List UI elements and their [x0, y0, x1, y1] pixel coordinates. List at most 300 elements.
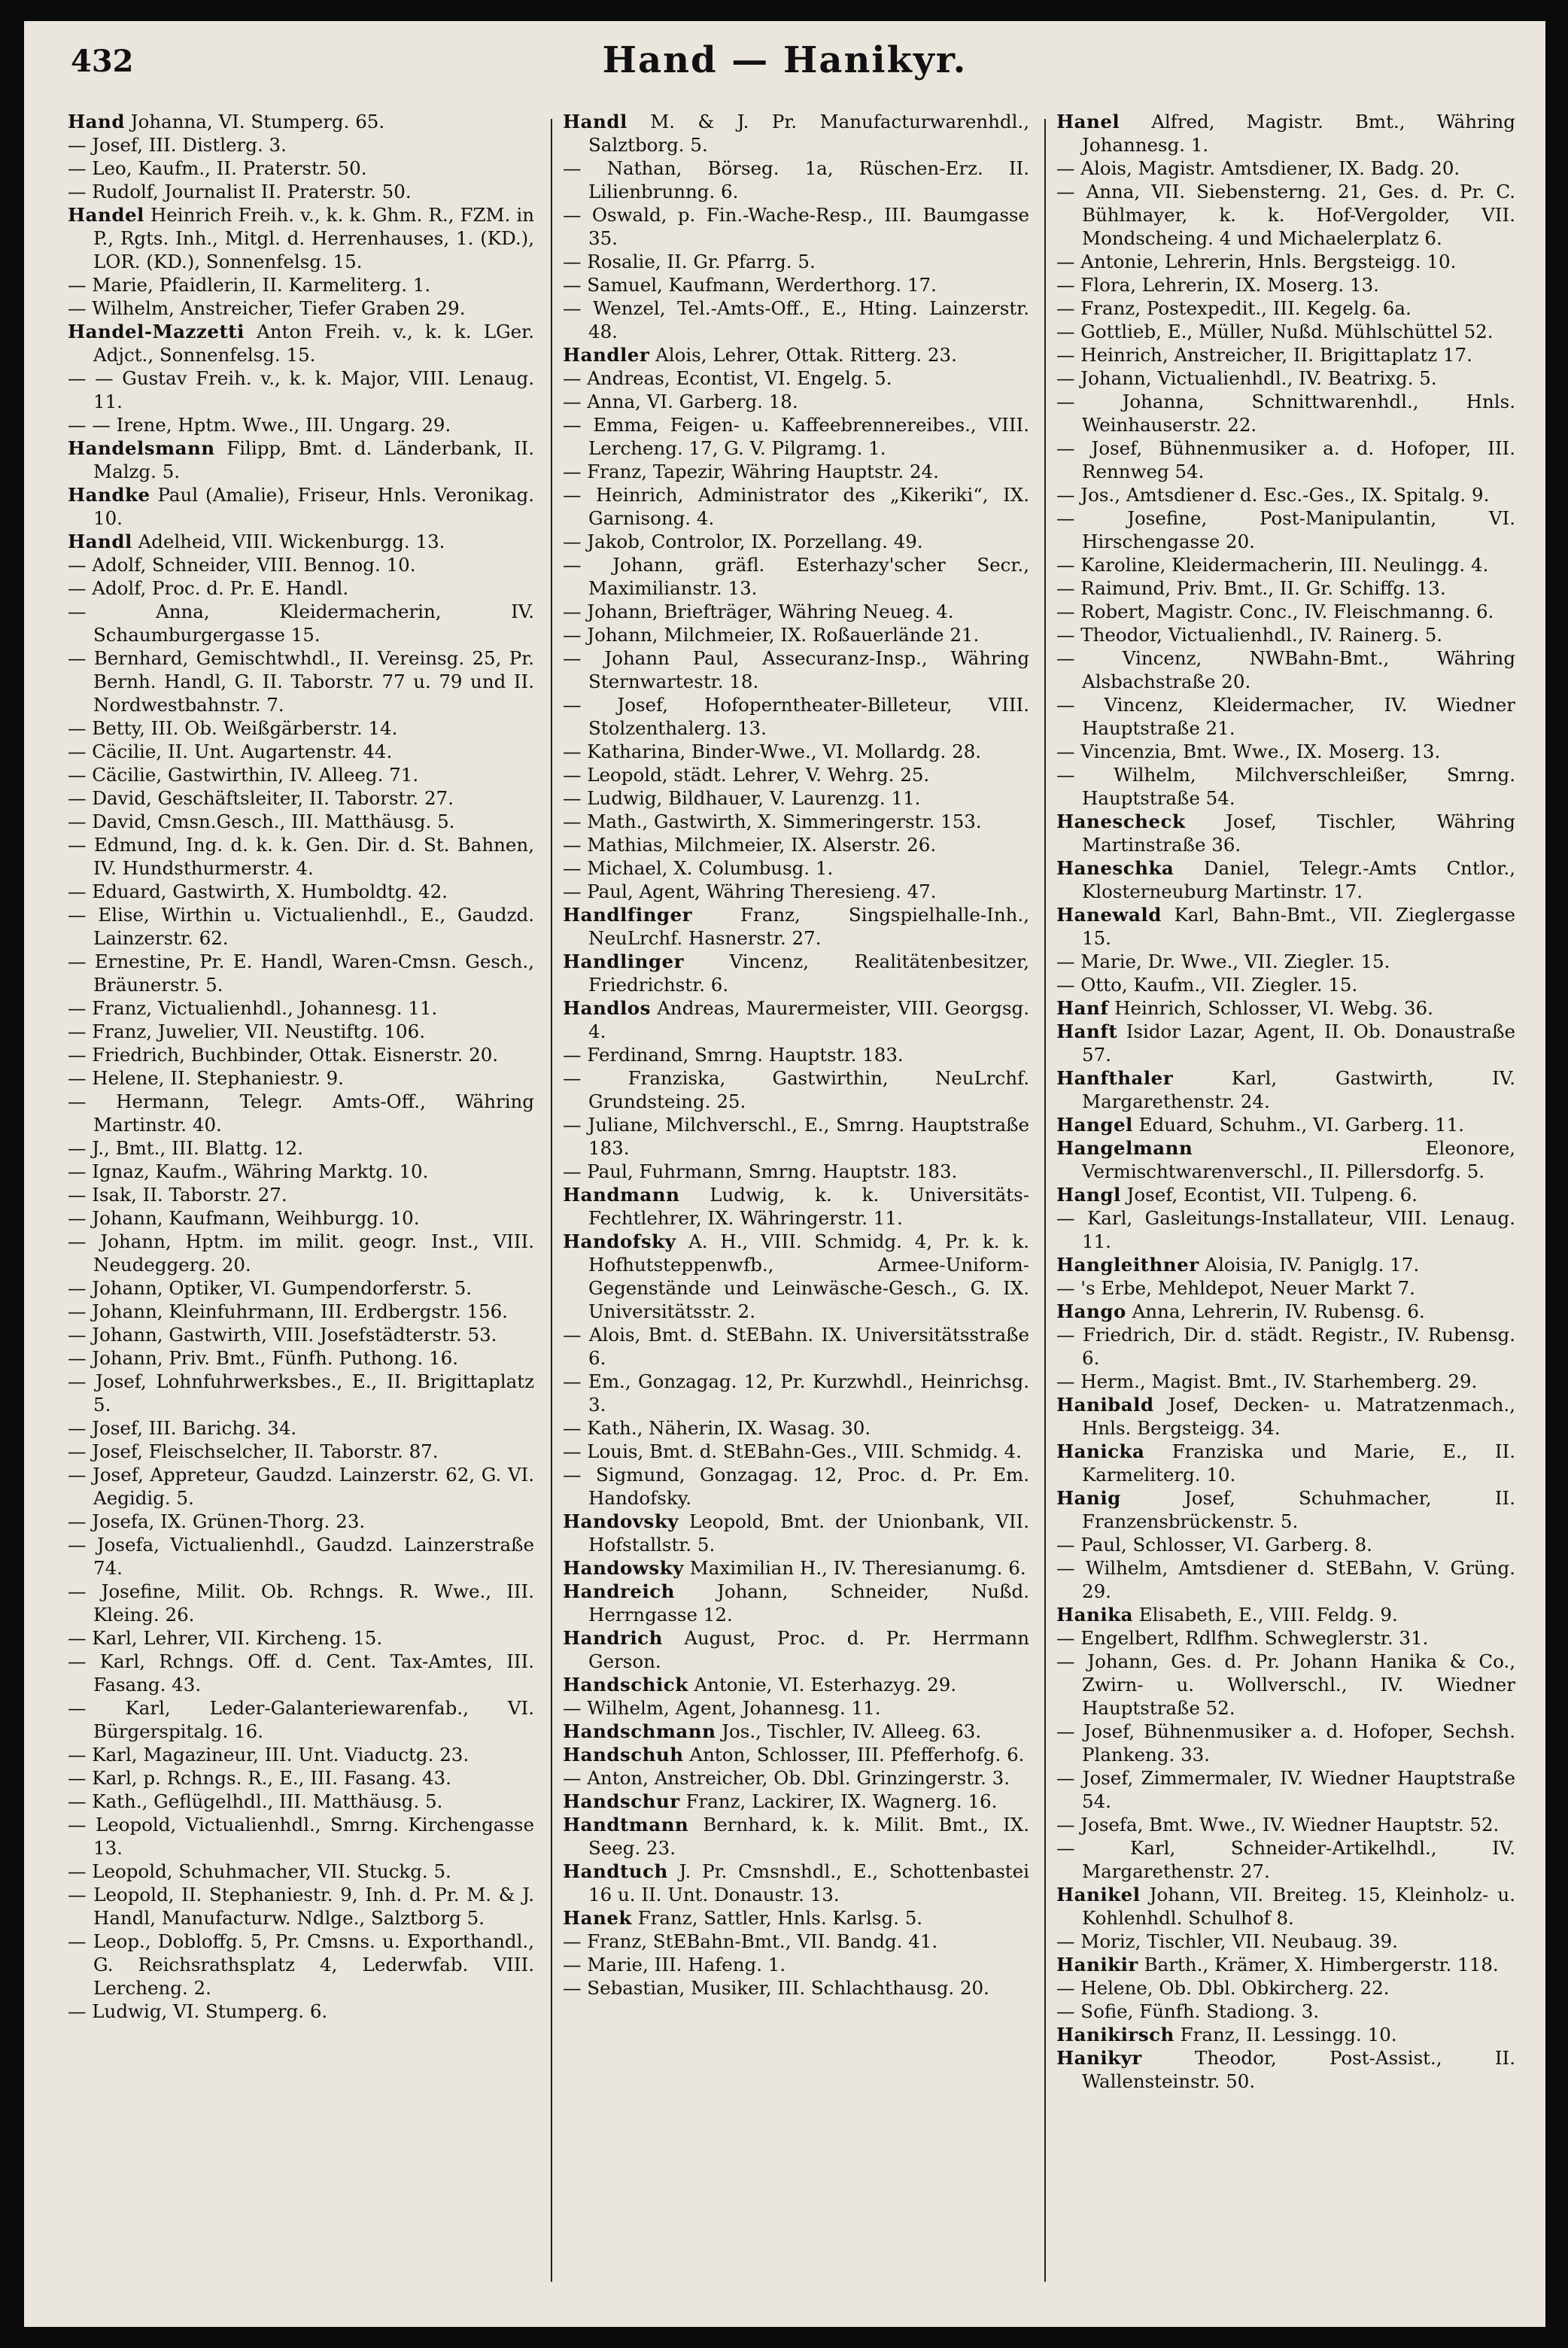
entry-text: Jos., Tischler, IV. Alleeg. 63. — [716, 1720, 982, 1742]
directory-entry — [563, 110, 1029, 157]
surname-heading: Hanig — [1056, 1487, 1121, 1509]
entry-text: — Leop., Dobloffg. 5, Pr. Cmsns. u. Exporthandl., G. Reichsrathsplatz 4, Lederwfab. VIII. Lercheng. 2. — [68, 1930, 534, 1999]
surname-heading: Handel — [68, 204, 144, 226]
directory-entry — [1056, 297, 1515, 320]
entry-text: — Alois, Bmt. d. StEBahn. IX. Universitätsstraße 6. — [563, 1324, 1029, 1369]
column-middle — [563, 110, 1029, 2297]
surname-heading: Handofsky — [563, 1230, 676, 1252]
directory-entry — [1056, 1370, 1515, 1393]
entry-text: — Johann, Kleinfuhrmann, III. Erdbergstr. 156. — [68, 1300, 508, 1322]
entry-text: — Josef, III. Distlerg. 3. — [68, 134, 287, 156]
entry-text: — Johann, Victualienhdl., IV. Beatrixg. 5. — [1056, 367, 1437, 389]
directory-entry — [563, 1043, 1029, 1066]
directory-entry — [563, 1976, 1029, 2000]
directory-entry — [68, 1766, 534, 1790]
entry-text: — Nathan, Börseg. 1a, Rüschen-Erz. II. Lilienbrunng. 6. — [563, 157, 1029, 202]
entry-text: — Em., Gonzagag. 12, Pr. Kurzwhdl., Heinrichsg. 3. — [563, 1370, 1029, 1416]
directory-entry — [563, 646, 1029, 693]
directory-entry — [68, 1183, 534, 1206]
surname-heading: Hangleithner — [1056, 1254, 1199, 1276]
entry-text: — Karl, p. Rchngs. R., E., III. Fasang. 43. — [68, 1767, 451, 1789]
entry-text: — Franz, Tapezir, Währing Hauptstr. 24. — [563, 461, 939, 482]
directory-entry — [68, 1626, 534, 1650]
entry-text: — Antonie, Lehrerin, Hnls. Bergsteigg. 10. — [1056, 251, 1457, 272]
directory-entry — [68, 1370, 534, 1416]
directory-entry — [68, 950, 534, 996]
directory-entry — [1056, 1813, 1515, 1836]
entry-text: — Robert, Magistr. Conc., IV. Fleischmanng. 6. — [1056, 601, 1494, 622]
entry-text: — Math., Gastwirth, X. Simmeringerstr. 153. — [563, 811, 982, 832]
directory-entry — [563, 810, 1029, 833]
entry-text: — Karl, Lehrer, VII. Kircheng. 15. — [68, 1627, 383, 1649]
surname-heading: Hangl — [1056, 1184, 1121, 1206]
directory-entry — [563, 1416, 1029, 1440]
directory-entry — [1056, 903, 1515, 950]
entry-text: Daniel, Telegr.-Amts Cntlor., Klosterneuburg Martinstr. 17. — [1082, 857, 1515, 902]
surname-heading: Haneschka — [1056, 857, 1174, 879]
directory-entry — [68, 1020, 534, 1043]
directory-entry — [68, 1463, 534, 1510]
entry-text: — Ernestine, Pr. E. Handl, Waren-Cmsn. Gesch., Bräunerstr. 5. — [68, 950, 534, 996]
entry-text: — Betty, III. Ob. Weißgärberstr. 14. — [68, 717, 398, 739]
entry-text: Paul (Amalie), Friseur, Hnls. Veronikag. 10. — [93, 484, 534, 529]
entry-text: — Josef, Appreteur, Gaudzd. Lainzerstr. 62, G. VI. Aegidig. 5. — [68, 1464, 534, 1509]
entry-text: — Rosalie, II. Gr. Pfarrg. 5. — [563, 251, 816, 272]
directory-entry — [68, 1533, 534, 1580]
entry-text: Filipp, Bmt. d. Länderbank, II. Malzg. 5. — [93, 437, 534, 482]
entry-text: Franz, Lackirer, IX. Wagnerg. 16. — [679, 1790, 998, 1812]
entry-text: — Karl, Magazineur, III. Unt. Viaductg. 23. — [68, 1744, 469, 1766]
directory-entry — [1056, 250, 1515, 273]
entry-text: — Ignaz, Kaufm., Währing Marktg. 10. — [68, 1160, 429, 1182]
directory-entry — [563, 203, 1029, 250]
entry-text: — Josefa, IX. Grünen-Thorg. 23. — [68, 1510, 366, 1532]
directory-entry — [68, 1090, 534, 1136]
surname-heading: Hanikyr — [1056, 2047, 1142, 2069]
entry-text: — Josefine, Milit. Ob. Rchngs. R. Wwe., III. Kleing. 26. — [68, 1580, 534, 1626]
entry-text: — Josef, Zimmermaler, IV. Wiedner Hauptstraße 54. — [1056, 1767, 1515, 1812]
entry-text: — Karoline, Kleidermacherin, III. Neulingg. 4. — [1056, 554, 1489, 576]
directory-entry — [68, 1066, 534, 1090]
directory-entry — [68, 1276, 534, 1300]
directory-entry — [1056, 1650, 1515, 1720]
directory-entry — [68, 1346, 534, 1370]
directory-entry — [68, 600, 534, 646]
entry-text: — Sigmund, Gonzagag. 12, Proc. d. Pr. Em. Handofsky. — [563, 1464, 1029, 1509]
entry-text: — Wilhelm, Anstreicher, Tiefer Graben 29. — [68, 297, 466, 319]
surname-heading: Handmann — [563, 1184, 680, 1206]
directory-entry — [1056, 950, 1515, 973]
directory-entry — [1056, 1206, 1515, 1253]
directory-entry — [563, 623, 1029, 646]
directory-entry — [68, 1043, 534, 1066]
entry-text: — Jos., Amtsdiener d. Esc.-Ges., IX. Spitalg. 9. — [1056, 484, 1490, 506]
entry-text: — Paul, Fuhrmann, Smrng. Hauptstr. 183. — [563, 1160, 958, 1182]
entry-text: — Kath., Geflügelhdl., III. Matthäusg. 5. — [68, 1790, 443, 1812]
directory-entry — [1056, 1276, 1515, 1300]
entry-text: — Louis, Bmt. d. StEBahn-Ges., VIII. Schmidg. 4. — [563, 1440, 1022, 1462]
entry-text: — Hermann, Telegr. Amts-Off., Währing Martinstr. 40. — [68, 1090, 534, 1136]
entry-text: Josef, Tischler, Währing Martinstraße 36. — [1082, 811, 1515, 856]
directory-entry — [563, 1580, 1029, 1626]
entry-text: — 's Erbe, Mehldepot, Neuer Markt 7. — [1056, 1277, 1415, 1299]
entry-text: — Leopold, Schuhmacher, VII. Stuckg. 5. — [68, 1860, 451, 1882]
directory-entry — [563, 1906, 1029, 1930]
directory-entry — [68, 740, 534, 763]
directory-entry — [1056, 1603, 1515, 1626]
entry-text: Josef, Decken- u. Matratzenmach., Hnls. Bergsteigg. 34. — [1082, 1394, 1515, 1439]
entry-text: — Katharina, Binder-Wwe., VI. Mollardg. 28. — [563, 741, 982, 762]
entry-text: Anna, Lehrerin, IV. Rubensg. 6. — [1126, 1300, 1425, 1322]
surname-heading: Hanf — [1056, 997, 1109, 1019]
entry-text: — Gottlieb, E., Müller, Nußd. Mühlschüttel 52. — [1056, 321, 1494, 342]
entry-text: Elisabeth, E., VIII. Feldg. 9. — [1133, 1604, 1398, 1626]
entry-text: — Leopold, städt. Lehrer, V. Wehrg. 25. — [563, 764, 930, 786]
entry-text: Johann, VII. Breiteg. 15, Kleinholz- u. Kohlenhdl. Schulhof 8. — [1082, 1884, 1515, 1929]
directory-entry — [1056, 1883, 1515, 1930]
entry-text: — Johann, Gastwirth, VIII. Josefstädterstr. 53. — [68, 1324, 497, 1346]
entry-text: — Heinrich, Administrator des „Kikeriki“, IX. Garnisong. 4. — [563, 484, 1029, 529]
directory-entry — [1056, 1626, 1515, 1650]
entry-text: — Samuel, Kaufmann, Werderthorg. 17. — [563, 274, 937, 296]
entry-text: — Karl, Gasleitungs-Installateur, VIII. Lenaug. 11. — [1056, 1207, 1515, 1252]
directory-entry — [68, 880, 534, 903]
entry-text: Franziska und Marie, E., II. Karmeliterg. 10. — [1082, 1440, 1515, 1486]
directory-entry — [1056, 763, 1515, 810]
entry-text: — Josef, Fleischselcher, II. Taborstr. 87. — [68, 1440, 439, 1462]
surname-heading: Hanft — [1056, 1020, 1118, 1042]
entry-text: — Vincenzia, Bmt. Wwe., IX. Moserg. 13. — [1056, 741, 1441, 762]
directory-entry — [68, 1510, 534, 1533]
entry-text: — Paul, Agent, Währing Theresieng. 47. — [563, 880, 937, 902]
entry-text: J. Pr. Cmsnshdl., E., Schottenbastei 16 u. II. Unt. Donaustr. 13. — [588, 1860, 1029, 1905]
entry-text: Josef, Schuhmacher, II. Franzensbrückenstr. 5. — [1082, 1487, 1515, 1532]
surname-heading: Hangelmann — [1056, 1137, 1193, 1159]
entry-text: — Johann, gräfl. Esterhazy'scher Secr., Maximilianstr. 13. — [563, 554, 1029, 599]
entry-text: Bernhard, k. k. Milit. Bmt., IX. Seeg. 23. — [588, 1814, 1029, 1859]
entry-text: Franz, Sattler, Hnls. Karlsg. 5. — [631, 1907, 923, 1929]
entry-text: Andreas, Maurermeister, VIII. Georgsg. 4. — [588, 997, 1029, 1042]
directory-entry — [1056, 856, 1515, 903]
directory-entry — [563, 833, 1029, 856]
surname-heading: Handschmann — [563, 1720, 716, 1742]
entry-text: A. H., VIII. Schmidg. 4, Pr. k. k. Hofhutsteppenwfb., Armee-Uniform-Gegenstände und Leinwäsche-Gesch., G. IX. Universitätsstr. 2. — [588, 1230, 1029, 1322]
entry-text: — Edmund, Ing. d. k. k. Gen. Dir. d. St. Bahnen, IV. Hundsthurmerstr. 4. — [68, 834, 534, 879]
entry-text: — Andreas, Econtist, VI. Engelg. 5. — [563, 367, 892, 389]
surname-heading: Hanikel — [1056, 1884, 1141, 1905]
entry-text: — Jakob, Controlor, IX. Porzellang. 49. — [563, 531, 923, 552]
directory-entry — [1056, 1930, 1515, 1953]
directory-entry — [563, 1160, 1029, 1183]
directory-entry — [1056, 1136, 1515, 1183]
directory-entry — [1056, 366, 1515, 390]
entry-text: — Vincenz, NWBahn-Bmt., Währing Alsbachstraße 20. — [1056, 647, 1515, 692]
directory-entry — [1056, 436, 1515, 483]
directory-entry — [563, 856, 1029, 880]
directory-entry — [68, 273, 534, 297]
entry-text: — Kath., Näherin, IX. Wasag. 30. — [563, 1417, 871, 1439]
directory-entry — [563, 693, 1029, 740]
directory-entry — [563, 1323, 1029, 1370]
entry-text: — Rudolf, Journalist II. Praterstr. 50. — [68, 181, 412, 202]
directory-entry — [68, 413, 534, 436]
directory-entry — [1056, 1976, 1515, 2000]
directory-entry — [563, 530, 1029, 553]
surname-heading: Hangel — [1056, 1114, 1133, 1136]
entry-text: — Karl, Leder-Galanteriewarenfab., VI. Bürgerspitalg. 16. — [68, 1697, 534, 1742]
directory-entry — [563, 157, 1029, 203]
surname-heading: Handlfinger — [563, 904, 693, 926]
directory-entry — [563, 1510, 1029, 1556]
directory-entry — [1056, 2023, 1515, 2046]
entry-text: — Franz, Juwelier, VII. Neustiftg. 106. — [68, 1020, 426, 1042]
directory-entry — [1056, 1020, 1515, 1066]
entry-text: Alois, Lehrer, Ottak. Ritterg. 23. — [649, 344, 957, 366]
entry-text: — Josefa, Bmt. Wwe., IV. Wiedner Hauptstr. 52. — [1056, 1814, 1500, 1836]
entry-text: — Anton, Anstreicher, Ob. Dbl. Grinzingerstr. 3. — [563, 1767, 1010, 1789]
entry-text: — Emma, Feigen- u. Kaffeebrennereibes., VIII. Lercheng. 17, G. V. Pilgramg. 1. — [563, 414, 1029, 459]
entry-text: — Anna, Kleidermacherin, IV. Schaumburgergasse 15. — [68, 601, 534, 646]
directory-entry — [563, 297, 1029, 343]
surname-heading: Handl — [68, 531, 132, 552]
directory-entry — [563, 996, 1029, 1043]
entry-text: — Ferdinand, Smrng. Hauptstr. 183. — [563, 1044, 904, 1066]
directory-entry — [563, 1556, 1029, 1580]
entry-text: — Herm., Magist. Bmt., IV. Starhemberg. 29. — [1056, 1370, 1478, 1392]
directory-entry — [1056, 1533, 1515, 1556]
directory-entry — [1056, 1393, 1515, 1440]
directory-entry — [68, 110, 534, 133]
entry-text: — Leo, Kaufm., II. Praterstr. 50. — [68, 157, 367, 179]
entry-text: — Bernhard, Gemischtwhdl., II. Vereinsg. 25, Pr. Bernh. Handl, G. II. Taborstr. 77 u. 79 und II. Nordwestbahnstr. 7. — [68, 647, 534, 716]
directory-entry — [68, 1300, 534, 1323]
surname-heading: Hanescheck — [1056, 811, 1186, 832]
surname-heading: Handler — [563, 344, 650, 366]
surname-heading: Handschick — [563, 1674, 688, 1696]
entry-text: M. & J. Pr. Manufacturwarenhdl., Salztborg. 5. — [588, 111, 1029, 156]
directory-entry — [563, 273, 1029, 297]
directory-entry — [68, 763, 534, 786]
entry-text: — Helene, II. Stephaniestr. 9. — [68, 1067, 344, 1089]
directory-entry — [1056, 1253, 1515, 1276]
entry-text: — David, Geschäftsleiter, II. Taborstr. 27. — [68, 787, 454, 809]
surname-heading: Handschuh — [563, 1744, 684, 1766]
directory-entry — [1056, 157, 1515, 180]
directory-entry — [68, 1696, 534, 1743]
directory-entry — [1056, 623, 1515, 646]
entry-text: — Elise, Wirthin u. Victualienhdl., E., Gaudzd. Lainzerstr. 62. — [68, 904, 534, 949]
directory-entry — [563, 1743, 1029, 1766]
directory-entry — [1056, 1836, 1515, 1883]
directory-entry — [563, 1626, 1029, 1673]
entry-text: — Johann, Priv. Bmt., Fünfh. Puthong. 16. — [68, 1347, 458, 1369]
directory-entry — [1056, 1323, 1515, 1370]
surname-heading: Handovsky — [563, 1510, 679, 1532]
entry-text: — Josef, Lohnfuhrwerksbes., E., II. Brigittaplatz 5. — [68, 1370, 534, 1416]
entry-text: — Sofie, Fünfh. Stadiong. 3. — [1056, 2000, 1320, 2022]
entry-text: Heinrich, Schlosser, VI. Webg. 36. — [1108, 997, 1433, 1019]
directory-entry — [68, 810, 534, 833]
directory-entry — [563, 1766, 1029, 1790]
directory-entry — [68, 133, 534, 157]
entry-text: — David, Cmsn.Gesch., III. Matthäusg. 5. — [68, 811, 455, 832]
entry-text: Franz, II. Lessingg. 10. — [1174, 2024, 1397, 2045]
entry-text: — Otto, Kaufm., VII. Ziegler. 15. — [1056, 974, 1358, 996]
entry-text: Franz, Singspielhalle-Inh., NeuLrchf. Hasnerstr. 27. — [588, 904, 1029, 949]
entry-text: — Johann, Hptm. im milit. geogr. Inst., VIII. Neudeggerg. 20. — [68, 1230, 534, 1276]
directory-entry — [563, 1696, 1029, 1720]
entry-text: — Anna, VI. Garberg. 18. — [563, 391, 798, 412]
directory-entry — [68, 2000, 534, 2023]
entry-text: — Ludwig, VI. Stumperg. 6. — [68, 2000, 328, 2022]
entry-text: Eleonore, Vermischtwarenverschl., II. Pillersdorfg. 5. — [1082, 1137, 1515, 1182]
page-number: 432 — [71, 44, 134, 79]
entry-text: — Moriz, Tischler, VII. Neubaug. 39. — [1056, 1930, 1398, 1952]
entry-text: — Josefa, Victualienhdl., Gaudzd. Lainzerstraße 74. — [68, 1534, 534, 1579]
entry-text: — Helene, Ob. Dbl. Obkircherg. 22. — [1056, 1977, 1390, 1999]
directory-entry — [68, 716, 534, 740]
entry-text: — Johann Paul, Assecuranz-Insp., Währing Sternwartestr. 18. — [563, 647, 1029, 692]
directory-entry — [68, 530, 534, 553]
directory-entry — [563, 390, 1029, 413]
directory-entry — [1056, 1440, 1515, 1486]
directory-entry — [1056, 693, 1515, 740]
directory-entry — [563, 950, 1029, 996]
directory-entry — [563, 880, 1029, 903]
surname-heading: Handreich — [563, 1580, 675, 1602]
directory-entry — [1056, 996, 1515, 1020]
directory-entry — [1056, 1766, 1515, 1813]
directory-entry — [68, 1650, 534, 1696]
surname-heading: Handtmann — [563, 1814, 689, 1836]
surname-heading: Handl — [563, 111, 628, 132]
surname-heading: Hanicka — [1056, 1440, 1145, 1462]
entry-text: Eduard, Schuhm., VI. Garberg. 11. — [1132, 1114, 1464, 1136]
directory-entry — [68, 786, 534, 810]
entry-text: — Adolf, Proc. d. Pr. E. Handl. — [68, 577, 349, 599]
entry-text: — Flora, Lehrerin, IX. Moserg. 13. — [1056, 274, 1379, 296]
directory-entry — [68, 996, 534, 1020]
entry-text: — Heinrich, Anstreicher, II. Brigittaplatz 17. — [1056, 344, 1472, 366]
directory-entry — [68, 157, 534, 180]
directory-entry — [1056, 646, 1515, 693]
surname-heading: Handrich — [563, 1627, 663, 1649]
directory-entry — [68, 1206, 534, 1230]
entry-text: — Anna, VII. Siebensterng. 21, Ges. d. Pr. C. Bühlmayer, k. k. Hof-Vergolder, VII. Mondscheing. 4 und Michaelerplatz 6. — [1056, 181, 1515, 249]
directory-entry — [1056, 2000, 1515, 2023]
surname-heading: Hand — [68, 111, 125, 132]
entry-text: — Theodor, Victualienhdl., IV. Rainerg. 5. — [1056, 624, 1443, 646]
directory-entry — [1056, 273, 1515, 297]
directory-entry — [68, 833, 534, 880]
directory-entry — [68, 1440, 534, 1463]
entry-text: — Michael, X. Columbusg. 1. — [563, 857, 834, 879]
entry-text: — Isak, II. Taborstr. 27. — [68, 1184, 287, 1206]
directory-entry — [68, 483, 534, 530]
directory-entry — [563, 1860, 1029, 1906]
entry-text: — Franz, StEBahn-Bmt., VII. Bandg. 41. — [563, 1930, 938, 1952]
entry-text: — — Gustav Freih. v., k. k. Major, VIII. Lenaug. 11. — [68, 367, 534, 412]
directory-entry — [68, 1323, 534, 1346]
directory-entry — [68, 297, 534, 320]
entry-text: — Johanna, Schnittwarenhdl., Hnls. Weinhauserstr. 22. — [1056, 391, 1515, 436]
directory-entry — [1056, 390, 1515, 436]
surname-heading: Handlinger — [563, 950, 685, 972]
directory-entry — [1056, 1486, 1515, 1533]
directory-entry — [68, 1790, 534, 1813]
entry-text: Josef, Econtist, VII. Tulpeng. 6. — [1120, 1184, 1418, 1206]
entry-text: — Johann, Briefträger, Währing Neueg. 4. — [563, 601, 954, 622]
directory-entry — [563, 1113, 1029, 1160]
entry-text: — Wilhelm, Amtsdiener d. StEBahn, V. Grüng. 29. — [1056, 1557, 1515, 1602]
surname-heading: Handschur — [563, 1790, 680, 1812]
entry-text: — Marie, Pfaidlerin, II. Karmeliterg. 1. — [68, 274, 431, 296]
entry-text: Theodor, Post-Assist., II. Wallensteinstr. 50. — [1082, 2047, 1515, 2092]
surname-heading: Hanewald — [1056, 904, 1162, 926]
surname-heading: Hanika — [1056, 1604, 1133, 1626]
surname-heading: Hanikirsch — [1056, 2024, 1174, 2045]
entry-text: Anton, Schlosser, III. Pfefferhofg. 6. — [683, 1744, 1025, 1766]
surname-heading: Hanel — [1056, 111, 1120, 132]
directory-entry — [68, 1813, 534, 1860]
directory-entry — [1056, 1183, 1515, 1206]
directory-entry — [563, 1790, 1029, 1813]
entry-text: — Ludwig, Bildhauer, V. Laurenzg. 11. — [563, 787, 921, 809]
directory-entry — [563, 413, 1029, 460]
directory-entry — [563, 1673, 1029, 1696]
entry-text: — Marie, III. Hafeng. 1. — [563, 1954, 786, 1975]
directory-entry — [68, 553, 534, 576]
surname-heading: Handlos — [563, 997, 651, 1019]
entry-text: Adelheid, VIII. Wickenburgg. 13. — [132, 531, 445, 552]
directory-entry — [1056, 973, 1515, 996]
directory-entry — [68, 1743, 534, 1766]
entry-text: — Josef, Hofoperntheater-Billeteur, VIII. Stolzenthalerg. 13. — [563, 694, 1029, 739]
directory-entry — [68, 1416, 534, 1440]
surname-heading: Handowsky — [563, 1557, 684, 1579]
directory-entry — [68, 1230, 534, 1276]
directory-entry — [68, 1883, 534, 1930]
directory-entry — [563, 1370, 1029, 1416]
directory-entry — [563, 1953, 1029, 1976]
entry-text: — Paul, Schlosser, VI. Garberg. 8. — [1056, 1534, 1372, 1556]
directory-entry — [68, 203, 534, 273]
entry-text: — Cäcilie, Gastwirthin, IV. Alleeg. 71. — [68, 764, 419, 786]
directory-entry — [1056, 1066, 1515, 1113]
entry-text: — Franz, Victualienhdl., Johannesg. 11. — [68, 997, 438, 1019]
directory-entry — [1056, 553, 1515, 576]
entry-text: — Franziska, Gastwirthin, NeuLrchf. Grundsteing. 25. — [563, 1067, 1029, 1112]
surname-heading: Hanikir — [1056, 1954, 1138, 1975]
entry-text: — Eduard, Gastwirth, X. Humboldtg. 42. — [68, 880, 448, 902]
directory-entry — [68, 1930, 534, 2000]
entry-text: — Friedrich, Dir. d. städt. Registr., IV. Rubensg. 6. — [1056, 1324, 1515, 1369]
entry-text: — Johann, Kaufmann, Weihburgg. 10. — [68, 1207, 420, 1229]
directory-entry — [563, 366, 1029, 390]
entry-text: — Engelbert, Rdlfhm. Schweglerstr. 31. — [1056, 1627, 1429, 1649]
entry-text: — Leopold, II. Stephaniestr. 9, Inh. d. Pr. M. & J. Handl, Manufacturw. Ndlge., Salztborg 5. — [68, 1884, 534, 1929]
directory-entry — [563, 343, 1029, 366]
directory-entry — [1056, 1953, 1515, 1976]
entry-text: — Alois, Magistr. Amtsdiener, IX. Badg. 20. — [1056, 157, 1460, 179]
entry-text: Anton Freih. v., k. k. LGer. Adjct., Sonnenfelsg. 15. — [93, 321, 534, 366]
directory-entry — [563, 786, 1029, 810]
entry-text: Barth., Krämer, X. Himbergerstr. 118. — [1138, 1954, 1499, 1975]
page-header — [24, 21, 1545, 104]
directory-entry — [563, 1720, 1029, 1743]
directory-entry — [68, 646, 534, 716]
entry-text: Johanna, VI. Stumperg. 65. — [124, 111, 385, 132]
